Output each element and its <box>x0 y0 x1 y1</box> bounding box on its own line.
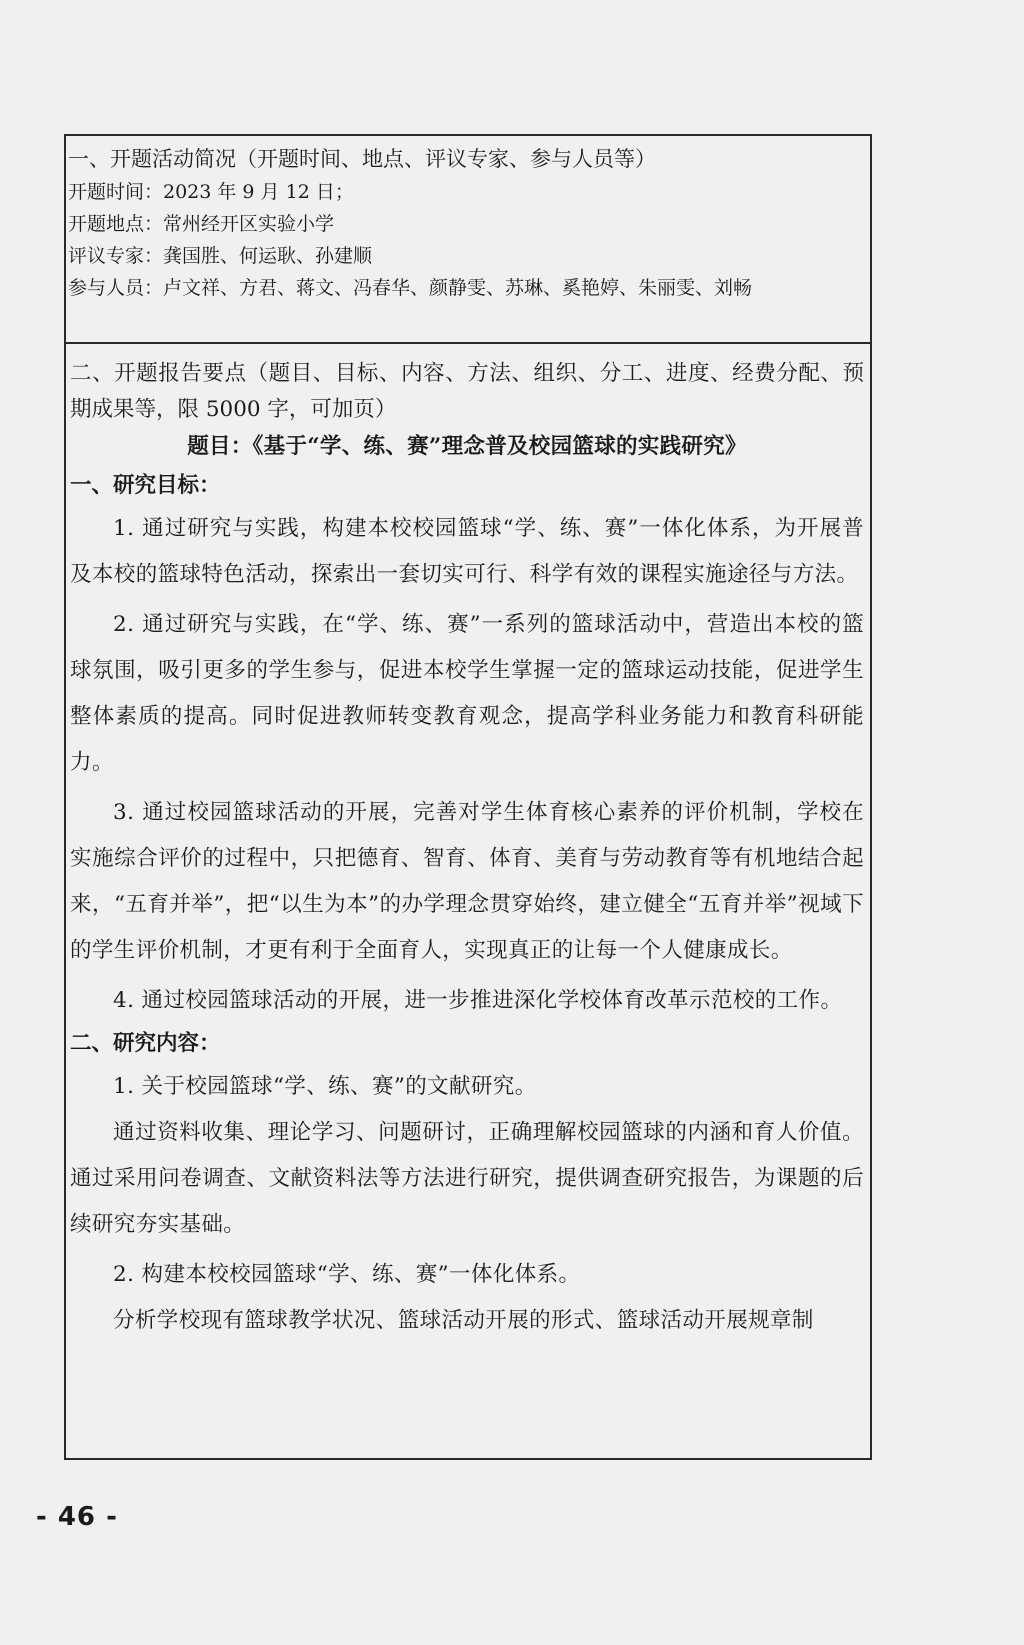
report-points-section <box>66 344 870 1458</box>
opening-activity-section <box>66 136 870 344</box>
participants: 参与人员：卢文祥、方君、蒋文、冯春华、颜静雯、苏琳、奚艳婷、朱丽雯、刘畅 <box>68 277 753 299</box>
report-table <box>64 134 872 1460</box>
goals-heading: 一、研究目标： <box>70 473 221 498</box>
review-experts: 评议专家：龚国胜、何运耿、孙建顺 <box>68 245 373 267</box>
page-number: - 46 - <box>36 1502 118 1532</box>
content-paragraph: 分析学校现有篮球教学状况、篮球活动开展的形式、篮球活动开展规章制 <box>113 1308 814 1333</box>
report-topic: 题目：《基于“学、练、赛”理念普及校园篮球的实践研究》 <box>187 434 747 459</box>
content-paragraph: 1. 关于校园篮球“学、练、赛”的文献研究。 <box>113 1074 537 1099</box>
goal-paragraph: 3. 通过校园篮球活动的开展，完善对学生体育核心素养的评价机制，学校在实施综合评价的过程中，只把德育、智育、体育、美育与劳动教育等有机地结合起来，“五育并举”，把“以生为本”的办学理念贯穿始终，建立健全“五育并举”视域下的学生评价机制，才更有利于全面育人，实现真正的让每一个人健康成长。 <box>70 800 864 963</box>
content-paragraph: 通过资料收集、理论学习、问题研讨，正确理解校园篮球的内涵和育人价值。通过采用问卷调查、文献资料法等方法进行研究，提供调查研究报告，为课题的后续研究夯实基础。 <box>70 1120 864 1237</box>
goal-paragraph: 1. 通过研究与实践，构建本校校园篮球“学、练、赛”一体化体系，为开展普及本校的篮球特色活动，探索出一套切实可行、科学有效的课程实施途径与方法。 <box>70 516 864 587</box>
opening-location: 开题地点：常州经开区实验小学 <box>68 213 335 235</box>
opening-time: 开题时间：2023 年 9 月 12 日； <box>68 181 354 203</box>
content-heading: 二、研究内容： <box>70 1031 221 1056</box>
goal-paragraph: 4. 通过校园篮球活动的开展，进一步推进深化学校体育改革示范校的工作。 <box>113 988 843 1013</box>
goal-paragraph: 2. 通过研究与实践，在“学、练、赛”一系列的篮球活动中，营造出本校的篮球氛围，吸引更多的学生参与，促进本校学生掌握一定的篮球运动技能，促进学生整体素质的提高。同时促进教师转变教育观念，提高学科业务能力和教育科研能力。 <box>70 612 864 775</box>
section1-heading: 一、开题活动简况（开题时间、地点、评议专家、参与人员等） <box>68 147 656 171</box>
section2-heading: 二、开题报告要点（题目、目标、内容、方法、组织、分工、进度、经费分配、预期成果等，限 5000 字，可加页） <box>70 361 864 422</box>
content-paragraph: 2. 构建本校校园篮球“学、练、赛”一体化体系。 <box>113 1262 581 1287</box>
